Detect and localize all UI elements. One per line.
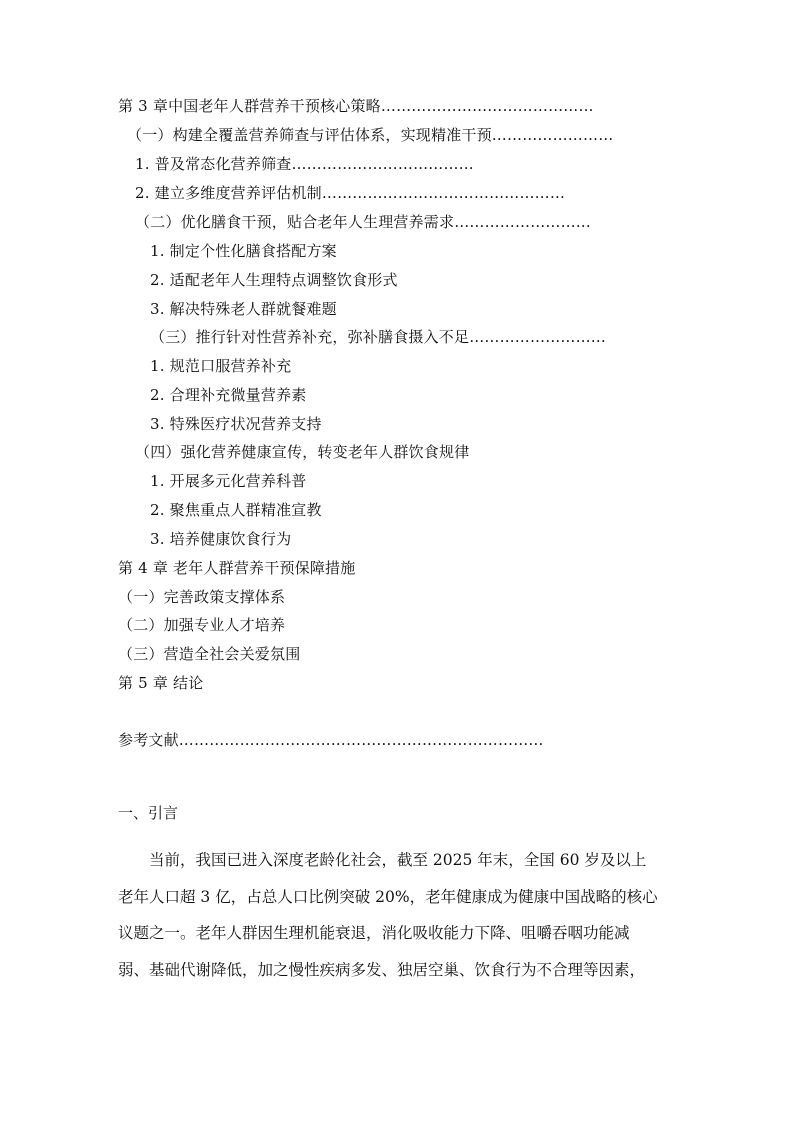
toc-section-3-1[interactable]: （一）构建全覆盖营养筛查与评估体系，实现精准干预……………………	[127, 126, 614, 144]
toc-item-3-3-2[interactable]: 2. 合理补充微量营养素	[150, 386, 307, 404]
intro-line: 老年人口超 3 亿，占总人口比例突破 20%，老年健康成为健康中国战略的核心	[118, 887, 658, 906]
toc-section-3-3[interactable]: （三）推行针对性营养补充，弥补膳食摄入不足………………………	[150, 328, 607, 346]
toc-item-3-3-3[interactable]: 3. 特殊医疗状况营养支持	[150, 415, 322, 433]
intro-line: 议题之一。老年人群因生理机能衰退，消化吸收能力下降、咀嚼吞咽功能减	[118, 924, 630, 942]
toc-chapter-5[interactable]: 第 5 章 结论	[118, 674, 204, 692]
toc-item-3-3-1[interactable]: 1. 规范口服营养补充	[150, 357, 292, 375]
toc-section-4-3[interactable]: （三）营造全社会关爱氛围	[118, 645, 301, 663]
toc-item-3-2-2[interactable]: 2. 适配老年人生理特点调整饮食形式	[150, 271, 398, 289]
toc-chapter-3[interactable]: 第 3 章中国老年人群营养干预核心策略……………………………………	[118, 97, 594, 115]
toc-references[interactable]: 参考文献………………………………………………………………	[118, 731, 544, 749]
toc-section-3-4[interactable]: （四）强化营养健康宣传，转变老年人群饮食规律	[135, 443, 470, 461]
toc-chapter-4[interactable]: 第 4 章 老年人群营养干预保障措施	[118, 559, 356, 577]
toc-item-3-1-1[interactable]: 1. 普及常态化营养筛查………………………………	[135, 155, 474, 173]
toc-item-3-4-3[interactable]: 3. 培养健康饮食行为	[150, 530, 292, 548]
intro-heading: 一、引言	[118, 804, 179, 822]
toc-item-3-4-2[interactable]: 2. 聚焦重点人群精准宣教	[150, 501, 322, 519]
toc-item-3-2-3[interactable]: 3. 解决特殊老人群就餐难题	[150, 300, 337, 318]
toc-section-4-1[interactable]: （一）完善政策支撑体系	[118, 588, 286, 606]
intro-line: 弱、基础代谢降低，加之慢性疾病多发、独居空巢、饮食行为不合理等因素，	[118, 960, 646, 979]
intro-paragraph	[118, 842, 663, 988]
toc-item-3-4-1[interactable]: 1. 开展多元化营养科普	[150, 472, 307, 490]
toc-item-3-2-1[interactable]: 1. 制定个性化膳食搭配方案	[150, 242, 337, 260]
toc-section-4-2[interactable]: （二）加强专业人才培养	[118, 616, 286, 634]
intro-line: 当前，我国已进入深度老龄化社会，截至 2025 年末，全国 60 岁及以上	[149, 851, 647, 869]
toc-item-3-1-2[interactable]: 2. 建立多维度营养评估机制…………………………………………	[135, 184, 566, 202]
toc-section-3-2[interactable]: （二）优化膳食干预，贴合老年人生理营养需求………………………	[135, 213, 592, 231]
